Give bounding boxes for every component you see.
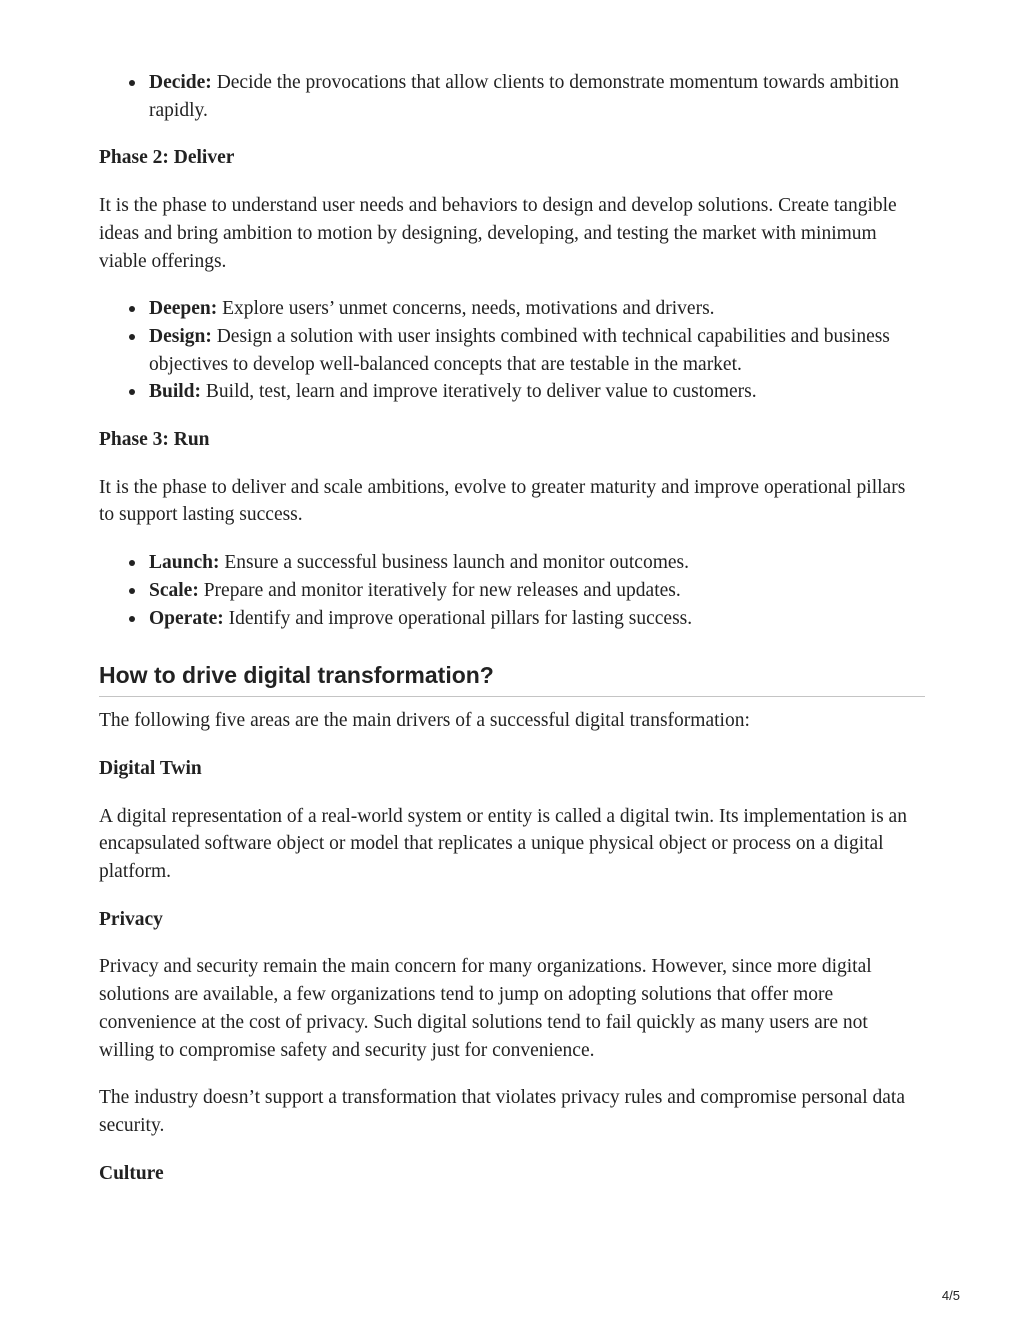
page-number: 4/5 [941, 1288, 960, 1303]
list-item-text: Explore users’ unmet concerns, needs, motivations and drivers. [217, 298, 715, 320]
list-item-text: Build, test, learn and improve iteratively to deliver value to customers. [201, 381, 757, 403]
list-item-text: Design a solution with user insights combined with technical capabilities and business objectives to develop well-balanced concepts that are testable in the market. [149, 325, 890, 375]
phase2-title: Phase 2: Deliver [99, 147, 235, 169]
privacy-body-2: The industry doesn’t support a transformation that violates privacy rules and compromise personal data security. [99, 1087, 905, 1136]
list-item-term: Operate: [149, 607, 224, 629]
list-item-text: Prepare and monitor iteratively for new releases and updates. [198, 579, 681, 601]
phase2-steps-list [99, 295, 925, 406]
list-item-term: Build: [149, 381, 202, 403]
drive-intro: The following five areas are the main drivers of a successful digital transformation: [99, 710, 750, 732]
list-item-operate [149, 605, 925, 633]
phase2-intro: It is the phase to understand user needs and behaviors to design and develop solutions. Create tangible ideas and bring ambition to motion by designing, developing, and testing the market with minimum viable offerings. [99, 195, 897, 272]
list-item-text: Ensure a successful business launch and monitor outcomes. [219, 552, 689, 574]
list-item-text: Decide the provocations that allow clients to demonstrate momentum towards ambition rapidly. [149, 72, 900, 121]
privacy-title: Privacy [99, 908, 163, 930]
list-item-term: Scale: [149, 579, 199, 601]
list-item-term: Launch: [149, 552, 220, 574]
phase3-title: Phase 3: Run [99, 429, 210, 451]
phase1-steps-list [99, 69, 925, 124]
list-item-build [149, 378, 925, 406]
list-item-decide [149, 69, 925, 124]
list-item-launch [149, 549, 925, 577]
list-item-deepen [149, 295, 925, 323]
list-item-term: Deepen: [149, 298, 218, 320]
phase3-intro: It is the phase to deliver and scale ambitions, evolve to greater maturity and improve operational pillars to support lasting success. [99, 476, 906, 526]
phase3-steps-list [99, 549, 925, 632]
digital-twin-body: A digital representation of a real-world system or entity is called a digital twin. Its implementation is an encapsulated software object or model that replicates a unique physical object or process on a digital platform. [99, 805, 907, 883]
list-item-design [149, 323, 925, 378]
list-item-term: Decide: [149, 72, 212, 93]
list-item-term: Design: [149, 325, 212, 347]
section-heading-drive-digital-transformation: How to drive digital transformation? [99, 661, 925, 697]
article-content [99, 69, 925, 1187]
culture-title: Culture [99, 1162, 164, 1184]
list-item-scale [149, 577, 925, 605]
digital-twin-title: Digital Twin [99, 757, 202, 779]
list-item-text: Identify and improve operational pillars for lasting success. [223, 607, 693, 629]
privacy-body-1: Privacy and security remain the main concern for many organizations. However, since more digital solutions are available, a few organizations tend to jump on adopting solutions that offer more convenience at the cost of privacy. Such digital solutions tend to fail quickly as many users are not willing to compromise safety and security just for convenience. [99, 956, 872, 1061]
